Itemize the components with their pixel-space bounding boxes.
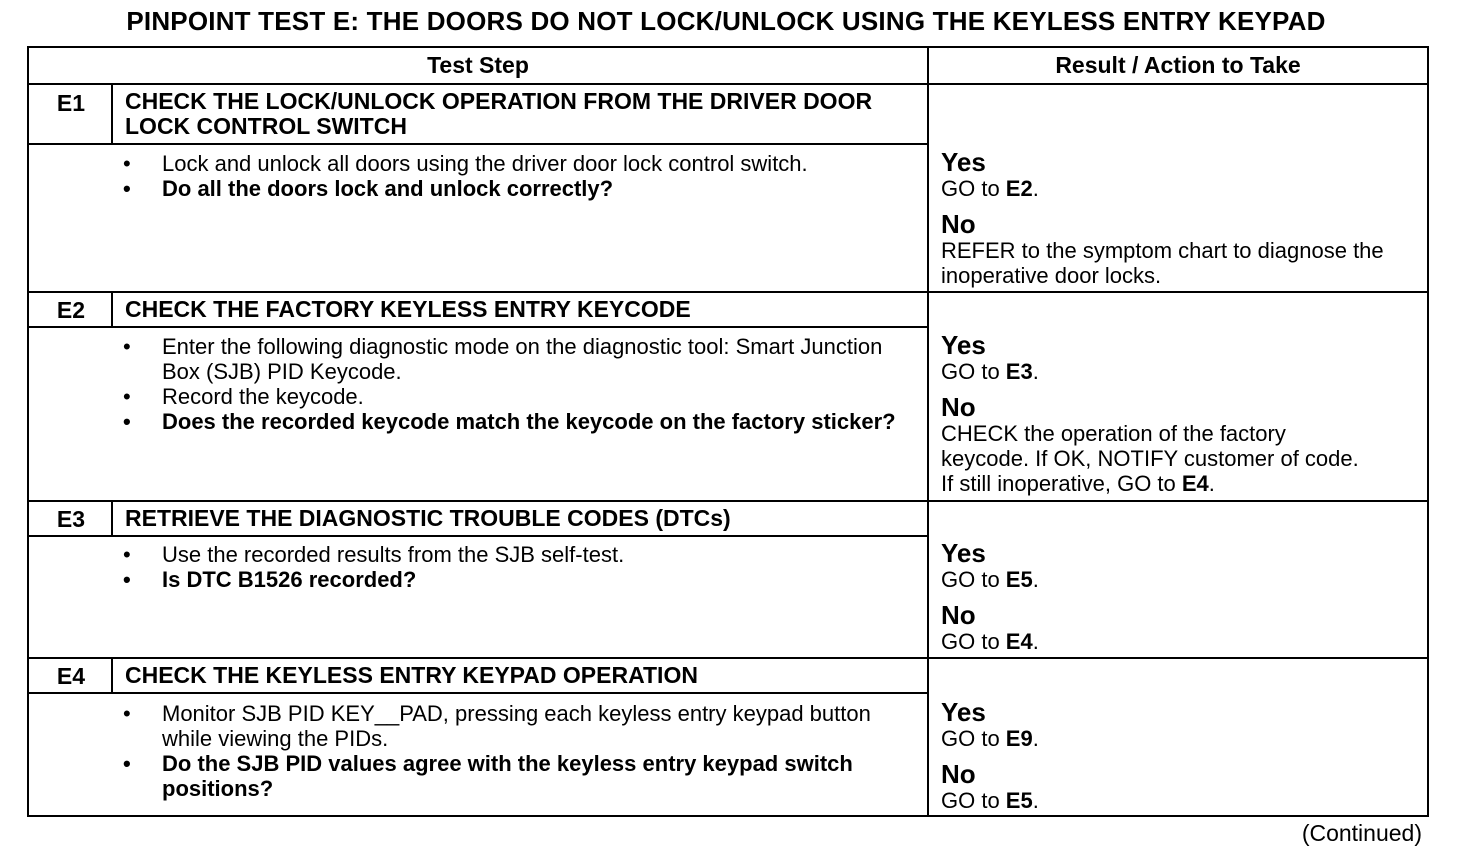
title-divider: [29, 692, 927, 694]
result-cell: [941, 540, 1426, 654]
result-cell: [941, 332, 1426, 496]
no-action: GO to E5.: [941, 788, 1039, 813]
header-test-step: Test Step: [427, 52, 529, 78]
yes-label: Yes: [941, 147, 986, 177]
no-label: No: [941, 209, 976, 239]
step-id: E4: [56, 663, 86, 689]
yes-action: GO to E9.: [941, 726, 1039, 751]
bullet-item: • Use the recorded results from the SJB self-test.: [123, 542, 625, 567]
pinpoint-test-table: [27, 46, 1429, 817]
bullet-item: • Lock and unlock all doors using the driver door lock control switch.: [123, 151, 808, 176]
title-divider: [29, 535, 927, 537]
title-divider: [29, 326, 927, 328]
result-cell: [941, 149, 1426, 288]
result-cell: [941, 699, 1426, 813]
row-divider: [29, 657, 1427, 659]
step-bullets: [123, 542, 923, 592]
row-divider: [29, 291, 1427, 293]
step-bullets: [123, 701, 923, 801]
bullet-item: • Enter the following diagnostic mode on the diagnostic tool: Smart Junction Box (SJB) PID Keycode.: [123, 334, 883, 384]
yes-action: GO to E5.: [941, 567, 1039, 592]
bullet-question: • Do all the doors lock and unlock correctly?: [123, 176, 614, 201]
step-title: CHECK THE LOCK/UNLOCK OPERATION FROM THE DRIVER DOOR LOCK CONTROL SWITCH: [125, 88, 873, 139]
table-header: [29, 48, 1427, 85]
bullet-item: • Record the keycode.: [123, 384, 364, 409]
step-id: E3: [56, 506, 86, 532]
continued-note: (Continued): [1301, 820, 1422, 846]
row-divider: [29, 500, 1427, 502]
column-divider: [927, 48, 929, 815]
step-title: CHECK THE FACTORY KEYLESS ENTRY KEYCODE: [125, 296, 691, 322]
bullet-item: • Monitor SJB PID KEY__PAD, pressing each keyless entry keypad button while viewing the PIDs.: [123, 701, 871, 751]
bullet-question: • Do the SJB PID values agree with the keyless entry keypad switch positions?: [123, 751, 853, 801]
no-action: GO to E4.: [941, 629, 1039, 654]
no-action: REFER to the symptom chart to diagnose the inoperative door locks.: [941, 238, 1384, 288]
title-divider: [29, 143, 927, 145]
bullet-question: • Does the recorded keycode match the keycode on the factory sticker?: [123, 409, 896, 434]
step-bullets: [123, 151, 923, 201]
no-label: No: [941, 759, 976, 789]
step-title: CHECK THE KEYLESS ENTRY KEYPAD OPERATION: [125, 662, 698, 688]
yes-label: Yes: [941, 538, 986, 568]
no-label: No: [941, 392, 976, 422]
page-title: PINPOINT TEST E: THE DOORS DO NOT LOCK/UNLOCK USING THE KEYLESS ENTRY KEYPAD: [126, 6, 1326, 36]
header-result: Result / Action to Take: [1055, 52, 1301, 78]
yes-label: Yes: [941, 697, 986, 727]
yes-action: GO to E2.: [941, 176, 1039, 201]
bullet-question: • Is DTC B1526 recorded?: [123, 567, 417, 592]
step-id: E2: [56, 297, 86, 323]
yes-action: GO to E3.: [941, 359, 1039, 384]
no-label: No: [941, 600, 976, 630]
yes-label: Yes: [941, 330, 986, 360]
no-action: CHECK the operation of the factory keycode. If OK, NOTIFY customer of code. If still inoperative, GO to E4.: [941, 421, 1359, 496]
step-title: RETRIEVE THE DIAGNOSTIC TROUBLE CODES (DTCs): [125, 505, 731, 531]
step-bullets: [123, 334, 923, 434]
step-id: E1: [56, 90, 86, 116]
